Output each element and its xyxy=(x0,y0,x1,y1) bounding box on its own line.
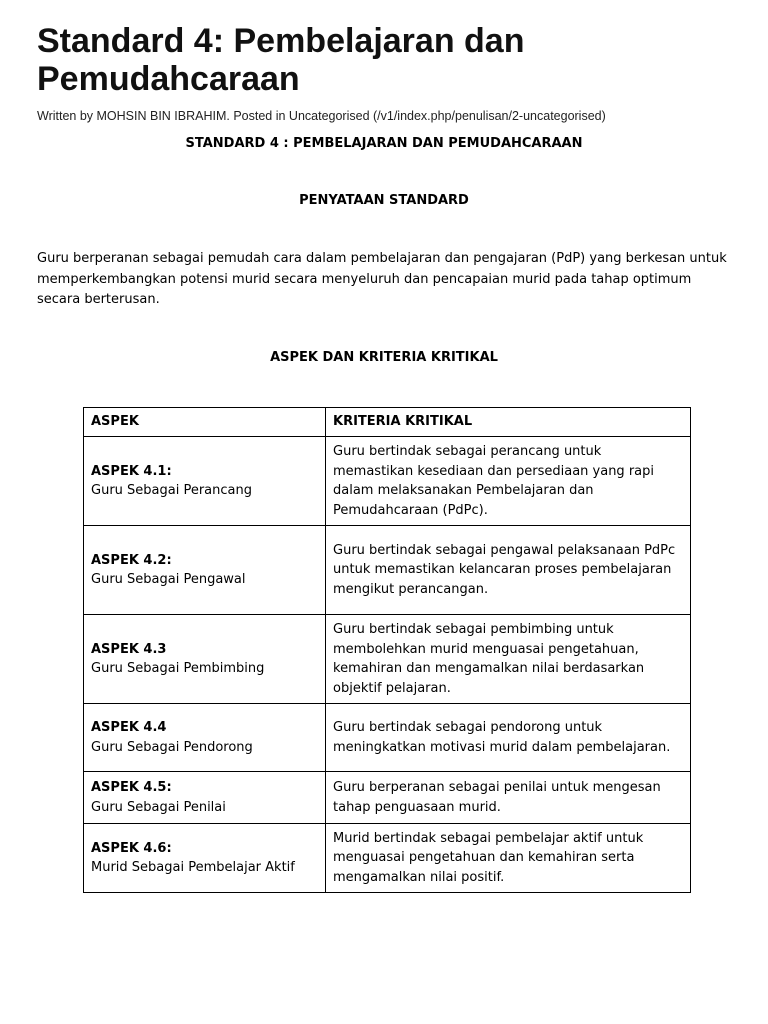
table-row xyxy=(84,704,691,772)
aspects-criteria-table xyxy=(83,407,691,893)
aspect-cell xyxy=(84,615,326,704)
aspect-cell xyxy=(84,437,326,526)
table-row xyxy=(84,526,691,615)
aspect-code: ASPEK 4.6: xyxy=(91,840,172,856)
aspect-role: Guru Sebagai Perancang xyxy=(91,483,252,498)
aspect-role: Guru Sebagai Penilai xyxy=(91,799,226,815)
aspect-role: Guru Sebagai Pembimbing xyxy=(91,661,265,676)
criteria-cell: Guru bertindak sebagai pendorong untuk meningkatkan motivasi murid dalam pembelajaran. xyxy=(326,704,691,772)
table-row xyxy=(84,615,691,704)
criteria-cell: Guru bertindak sebagai pengawal pelaksanaan PdPc untuk memastikan kelancaran proses pembelajaran mengikut perancangan. xyxy=(326,526,691,615)
table-header-row xyxy=(84,408,691,437)
aspect-role: Guru Sebagai Pendorong xyxy=(91,739,253,755)
standard-statement: Guru berperanan sebagai pemudah cara dalam pembelajaran dan pengajaran (PdP) yang berkesan untuk memperkembangkan potensi murid secara menyeluruh dan pencapaian murid pada tahap optimum secara berterusan. xyxy=(37,251,727,307)
criteria-cell: Guru bertindak sebagai pembimbing untuk membolehkan murid menguasai pengetahuan, kemahiran dan mengamalkan nilai berdasarkan objektif pelajaran. xyxy=(326,615,691,704)
aspect-code: ASPEK 4.5: xyxy=(91,780,172,795)
criteria-cell: Guru bertindak sebagai perancang untuk memastikan kesediaan dan persediaan yang rapi dalam melaksanakan Pembelajaran dan Pemudahcaraan (PdPc). xyxy=(326,437,691,526)
table-row xyxy=(84,772,691,824)
aspect-cell xyxy=(84,526,326,615)
statement-heading: PENYATAAN STANDARD xyxy=(299,193,469,208)
aspect-code: ASPEK 4.3 xyxy=(91,641,167,657)
document-heading: STANDARD 4 : PEMBELAJARAN DAN PEMUDAHCARAAN xyxy=(185,136,583,151)
table-row xyxy=(84,437,691,526)
header-aspek: ASPEK xyxy=(84,408,326,437)
article-byline: Written by MOHSIN BIN IBRAHIM. Posted in Uncategorised (/v1/index.php/penulisan/2-uncategorised) xyxy=(37,109,606,123)
aspects-heading: ASPEK DAN KRITERIA KRITIKAL xyxy=(270,350,498,365)
criteria-cell: Murid bertindak sebagai pembelajar aktif untuk menguasai pengetahuan dan kemahiran serta mengamalkan nilai positif. xyxy=(326,824,691,893)
aspect-cell xyxy=(84,772,326,824)
aspect-role: Murid Sebagai Pembelajar Aktif xyxy=(91,860,295,875)
header-kriteria-kritikal: KRITERIA KRITIKAL xyxy=(326,408,691,437)
aspect-cell xyxy=(84,824,326,893)
page-title: Standard 4: Pembelajaran dan Pemudahcaraan xyxy=(37,22,525,98)
aspect-code: ASPEK 4.4 xyxy=(91,720,167,735)
criteria-cell: Guru berperanan sebagai penilai untuk mengesan tahap penguasaan murid. xyxy=(326,772,691,824)
aspect-cell xyxy=(84,704,326,772)
aspect-code: ASPEK 4.2: xyxy=(91,552,172,568)
aspect-role: Guru Sebagai Pengawal xyxy=(91,572,246,587)
aspect-code: ASPEK 4.1: xyxy=(91,463,172,479)
table-row xyxy=(84,824,691,893)
